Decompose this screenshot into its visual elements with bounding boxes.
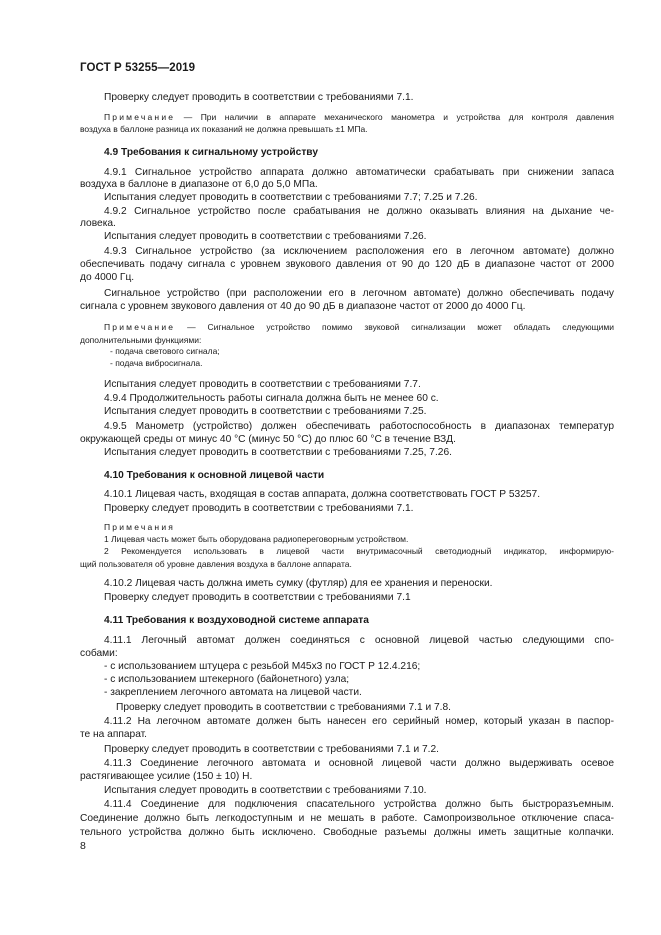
note-line: щий пользователя об уровне давления воздуха в баллоне аппарата.: [80, 559, 352, 569]
note-label: Примечание: [104, 112, 176, 122]
paragraph-line: 4.11.1 Легочный автомат должен соединяться с основной лицевой частью следующими спо-: [104, 635, 614, 646]
note-line: 2 Рекомендуется использовать в лицевой части внутримасочный светодиодный индикатор, информирую-: [104, 546, 614, 556]
note-line: [104, 112, 614, 123]
section-heading: 4.11 Требования к воздуховодной системе аппарата: [104, 615, 369, 626]
document-header: ГОСТ Р 53255—2019: [80, 62, 196, 74]
note-line: дополнительными функциями:: [80, 335, 202, 345]
paragraph-line: 4.9.2 Сигнальное устройство после срабатывания не должно оказывать влияния на дыхание че-: [104, 206, 614, 217]
paragraph-line: собами:: [80, 648, 118, 659]
note-text: — При наличии в аппарате механического манометра и устройства для контроля давления: [175, 112, 614, 122]
paragraph-line: растягивающее усилие (150 ± 10) Н.: [80, 771, 253, 782]
paragraph-line: тельного устройства должно быть исключено. Свободные разъемы должны иметь защитные колпачки.: [80, 827, 614, 838]
paragraph-line: 4.9.3 Сигнальное устройство (за исключением расположения его в легочном автомате) должно: [104, 246, 614, 257]
paragraph-line: 4.11.3 Соединение легочного автомата и основной лицевой части должно выдерживать осевое: [104, 758, 614, 769]
paragraph-line: - с использованием штуцера с резьбой М45х3 по ГОСТ Р 12.4.216;: [104, 661, 421, 672]
paragraph-line: Проверку следует проводить в соответствии с требованиями 7.1 и 7.8.: [116, 702, 451, 713]
paragraph-line: 4.11.4 Соединение для подключения спасательного устройства должно быть быстроразъемным.: [104, 799, 614, 810]
note-line: [104, 522, 614, 533]
paragraph-line: Испытания следует проводить в соответствии с требованиями 7.25.: [104, 406, 427, 417]
paragraph-line: 4.9.5 Манометр (устройство) должен обеспечивать работоспособность в диапазонах температур: [104, 421, 614, 432]
note-line: 1 Лицевая часть может быть оборудована радиопереговорным устройством.: [104, 534, 409, 544]
note-label: Примечания: [104, 522, 176, 532]
paragraph-line: Проверку следует проводить в соответствии с требованиями 7.1 и 7.2.: [104, 744, 439, 755]
paragraph-line: Соединение должно быть легкодоступным и не мешать в работе. Самопроизвольное отключение спаса-: [80, 813, 614, 824]
paragraph-line: Испытания следует проводить в соответствии с требованиями 7.7; 7.25 и 7.26.: [104, 192, 478, 203]
paragraph-line: те на аппарат.: [80, 729, 148, 740]
note-line: - подача вибросигнала.: [110, 358, 203, 368]
note-line: - подача светового сигнала;: [110, 346, 220, 356]
paragraph-line: Испытания следует проводить в соответствии с требованиями 7.7.: [104, 379, 421, 390]
paragraph-line: Проверку следует проводить в соответствии с требованиями 7.1.: [104, 503, 414, 514]
paragraph-line: 4.11.2 На легочном автомате должен быть нанесен его серийный номер, который указан в паспор-: [104, 716, 614, 727]
paragraph-line: сигнала с уровнем звукового давления от 40 до 90 дБ в диапазоне частот от 2000 до 4000 Гц.: [80, 301, 526, 312]
paragraph-line: Испытания следует проводить в соответствии с требованиями 7.10.: [104, 785, 427, 796]
page-number: 8: [80, 840, 86, 852]
section-heading: 4.10 Требования к основной лицевой части: [104, 470, 325, 481]
note-line: воздуха в баллоне разница их показаний не должна превышать ±1 МПа.: [80, 124, 368, 134]
paragraph-line: Испытания следует проводить в соответствии с требованиями 7.25, 7.26.: [104, 447, 452, 458]
paragraph-line: 4.9.1 Сигнальное устройство аппарата должно автоматически срабатывать при снижении запаса: [104, 167, 614, 178]
paragraph-line: Испытания следует проводить в соответствии с требованиями 7.26.: [104, 231, 427, 242]
paragraph-line: - с использованием штекерного (байонетного) узла;: [104, 674, 350, 685]
paragraph-line: Проверку следует проводить в соответствии с требованиями 7.1: [104, 592, 411, 603]
paragraph-line: - закреплением легочного автомата на лицевой части.: [104, 687, 362, 698]
paragraph-line: ловека.: [80, 218, 116, 229]
paragraph-line: Сигнальное устройство (при расположении его в легочном автомате) должно обеспечивать подачу: [104, 288, 614, 299]
section-heading: 4.9 Требования к сигнальному устройству: [104, 147, 318, 158]
paragraph-line: Проверку следует проводить в соответствии с требованиями 7.1.: [104, 92, 414, 103]
paragraph-line: 4.10.1 Лицевая часть, входящая в состав аппарата, должна соответствовать ГОСТ Р 53257.: [104, 489, 541, 500]
paragraph-line: до 4000 Гц.: [80, 272, 135, 283]
paragraph-line: воздуха в баллоне в диапазоне от 6,0 до 5,0 МПа.: [80, 179, 318, 190]
note-text: — Сигнальное устройство помимо звуковой сигнализации может обладать следующими: [175, 322, 614, 332]
paragraph-line: 4.9.4 Продолжительность работы сигнала должна быть не менее 60 с.: [104, 393, 439, 404]
note-label: Примечание: [104, 322, 176, 332]
paragraph-line: обеспечивать подачу сигнала с уровнем звукового давления от 90 до 120 дБ в диапазоне частот от 2000: [80, 259, 614, 270]
paragraph-line: окружающей среды от минус 40 °С (минус 50 °С) до плюс 60 °С в течение ВЗД.: [80, 434, 456, 445]
paragraph-line: 4.10.2 Лицевая часть должна иметь сумку (футляр) для ее хранения и переноски.: [104, 578, 493, 589]
note-line: [104, 322, 614, 333]
